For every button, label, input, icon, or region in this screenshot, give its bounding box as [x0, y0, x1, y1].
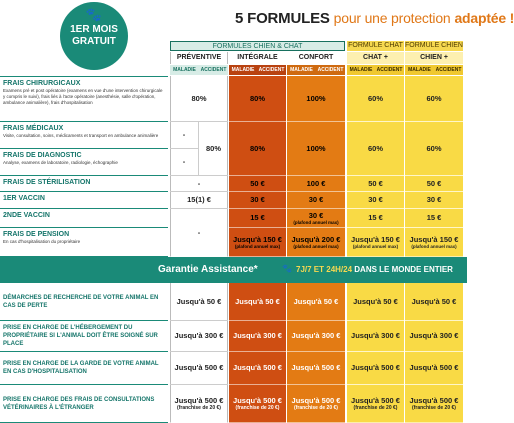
opt-chat-maladie: MALADIE: [347, 65, 375, 75]
cell-note: (plafond annuel max): [352, 243, 399, 249]
cell-note: (franchise de 20 €): [412, 404, 456, 411]
cell-prev: Jusqu'à 300 €: [170, 321, 228, 352]
opt-integ-maladie: MALADIE: [229, 65, 257, 75]
opt-integ-accident: ACCIDENT: [258, 67, 285, 73]
cell-chien: 30 €: [405, 192, 463, 209]
assist-row-label-consultations: [0, 385, 168, 423]
cell-integ: Jusqu'à 500 €: [229, 352, 286, 385]
assist-row-label-recherche: [0, 283, 168, 321]
cell-prev: -: [170, 209, 228, 257]
row-label-sterilisation: [0, 176, 168, 192]
cell-prev: Jusqu'à 500 €: [170, 352, 228, 385]
cell-conf: Jusqu'à 50 €: [287, 283, 345, 321]
cell-prev-maladie: -: [170, 122, 199, 149]
headline-rest: pour une protection: [333, 10, 451, 26]
cell-chat: 60%: [347, 76, 404, 122]
row-label-2nde-vaccin: [0, 209, 168, 228]
opt-conf-accident: ACCIDENT: [317, 67, 344, 73]
formula-preventive: PRÉVENTIVE: [170, 52, 228, 64]
assistance-hours: 7J/7 ET 24H/24: [296, 265, 353, 274]
formula-chat-plus: CHAT +: [347, 52, 404, 64]
cell-conf: [287, 209, 345, 228]
cell-note: (plafond annuel max): [293, 219, 339, 225]
cell-note: (plafond annuel max): [293, 243, 339, 249]
cell-conf: [287, 385, 345, 423]
cell-chat: 60%: [347, 122, 404, 176]
cell-value: Jusqu'à 200 €: [291, 234, 341, 244]
cell-value: 30 €: [308, 210, 324, 220]
row-label-medicaux: [0, 122, 168, 149]
opt-chien-maladie: MALADIE: [405, 65, 434, 75]
cell-chat: 30 €: [347, 192, 404, 209]
cell-conf: [287, 228, 345, 257]
group-header-chat: FORMULE CHAT: [348, 42, 403, 49]
cell-chien: 15 €: [405, 209, 463, 228]
cell-integ: [229, 385, 286, 423]
cell-integ: 30 €: [229, 192, 286, 209]
formula-confort: CONFORT: [287, 52, 345, 64]
cell-integ: 80%: [229, 122, 286, 176]
assist-row-label-garde: [0, 352, 168, 385]
cell-conf: Jusqu'à 500 €: [287, 352, 345, 385]
assistance-title: Garantie Assistance*: [158, 264, 258, 275]
row-title: FRAIS DE PENSION: [3, 231, 70, 238]
cell-chat: [347, 385, 404, 423]
cell-prev: [170, 385, 228, 423]
cell-chat: 50 €: [347, 176, 404, 192]
cell-value: Jusqu'à 150 €: [351, 234, 400, 244]
cell-prev-maladie: -: [170, 149, 199, 176]
row-title: FRAIS CHIRURGICAUX: [3, 80, 81, 87]
cell-value: Jusqu'à 500 €: [291, 395, 341, 405]
free-month-badge: [60, 2, 128, 70]
cell-chien: [405, 228, 463, 257]
cell-conf: 30 €: [287, 192, 345, 209]
row-desc: Visite, consultation, soins, médicaments et transport en ambulance animalière: [3, 133, 159, 138]
formula-integrale: INTÉGRALE: [229, 52, 286, 64]
cell-note: (franchise de 20 €): [353, 404, 398, 411]
row-title: PRISE EN CHARGE DES FRAIS DE CONSULTATIONS VÉTÉRINAIRES À L'ÉTRANGER: [3, 396, 155, 411]
cell-note: (franchise de 20 €): [177, 404, 221, 411]
badge-line-1: 1ER MOIS: [70, 24, 118, 35]
row-title: FRAIS DE DIAGNOSTIC: [3, 152, 82, 159]
cell-value: Jusqu'à 500 €: [351, 395, 400, 405]
cell-chien: 50 €: [405, 176, 463, 192]
cell-value: Jusqu'à 500 €: [174, 395, 224, 405]
cell-chien: 60%: [405, 76, 463, 122]
cell-conf: 100 €: [287, 176, 345, 192]
cell-conf: 100%: [287, 122, 345, 176]
assistance-banner: [0, 257, 467, 283]
cell-prev: 15(1) €: [170, 192, 228, 209]
row-label-1er-vaccin: [0, 192, 168, 209]
cell-value: Jusqu'à 150 €: [409, 234, 459, 244]
row-label-pension: [0, 228, 168, 257]
cell-chat: Jusqu'à 50 €: [347, 283, 404, 321]
row-title: PRISE EN CHARGE DE LA GARDE DE VOTRE ANIMAL EN CAS D'HOSPITALISATION: [3, 361, 159, 375]
cell-prev: 80%: [170, 76, 228, 122]
paw-icon: 🐾: [85, 7, 103, 22]
cell-chat: [347, 228, 404, 257]
headline-bold: 5 FORMULES: [235, 10, 330, 27]
cell-integ: 15 €: [229, 209, 286, 228]
cell-prev-accident: 80%: [199, 122, 228, 176]
group-header-chien-chat: FORMULES CHIEN & CHAT: [170, 41, 345, 51]
cell-note: (plafond annuel max): [411, 243, 457, 249]
assist-row-label-hebergement: [0, 321, 168, 352]
assistance-world: DANS LE MONDE ENTIER: [354, 265, 453, 274]
cell-prev: -: [170, 176, 228, 192]
cell-value: Jusqu'à 500 €: [233, 395, 282, 405]
cell-chat: 15 €: [347, 209, 404, 228]
cell-chien: 60%: [405, 122, 463, 176]
row-label-diagnostic: [0, 149, 168, 176]
cell-prev: Jusqu'à 50 €: [170, 283, 228, 321]
row-title: FRAIS MÉDICAUX: [3, 125, 64, 132]
row-desc: Examens pré et post opératoire (examens en vue d'une intervention chirurgicale y compris le suivi), frais liés à l'acte opératoire (anesthésie, salle d'opération, ambulance animalière), frais d'hospitalisation: [3, 88, 163, 105]
cell-chat: Jusqu'à 500 €: [347, 352, 404, 385]
cell-chat: Jusqu'à 300 €: [347, 321, 404, 352]
cell-chien: Jusqu'à 300 €: [405, 321, 463, 352]
opt-chat-accident: ACCIDENT: [376, 67, 403, 73]
cell-integ: 50 €: [229, 176, 286, 192]
opt-prev-maladie: MALADIE: [170, 65, 199, 75]
opt-chien-accident: ACCIDENT: [435, 67, 462, 73]
cell-note: (franchise de 20 €): [235, 404, 280, 411]
cell-value: Jusqu'à 150 €: [233, 234, 282, 244]
row-desc: En cas d'hospitalisation du propriétaire: [3, 239, 81, 244]
cell-chien: Jusqu'à 500 €: [405, 352, 463, 385]
cell-chien: [405, 385, 463, 423]
formula-chien-plus: CHIEN +: [405, 52, 463, 64]
row-label-chirurgicaux: [0, 76, 168, 122]
headline-accent: adaptée !: [454, 10, 514, 26]
assistance-availability: [296, 265, 453, 274]
cell-note: (franchise de 20 €): [294, 404, 338, 411]
group-header-chien: FORMULE CHIEN: [405, 42, 463, 49]
badge-line-2: GRATUIT: [72, 36, 116, 47]
cell-integ: Jusqu'à 50 €: [229, 283, 286, 321]
cell-conf: 100%: [287, 76, 345, 122]
row-desc: Analyse, examens de laboratoire, radiologie, échographie: [3, 160, 118, 165]
row-title: 1ER VACCIN: [3, 195, 45, 202]
opt-prev-accident: ACCIDENT: [200, 67, 227, 73]
row-title: DÉMARCHES DE RECHERCHE DE VOTRE ANIMAL EN CAS DE PERTE: [3, 294, 159, 309]
row-title: FRAIS DE STÉRILISATION: [3, 179, 91, 186]
cell-integ: 80%: [229, 76, 286, 122]
opt-conf-maladie: MALADIE: [287, 65, 316, 75]
cell-note: (plafond annuel max): [234, 243, 281, 249]
cell-value: Jusqu'à 500 €: [409, 395, 459, 405]
paw-icon: 🐾: [282, 264, 292, 273]
cell-integ: Jusqu'à 300 €: [229, 321, 286, 352]
row-title: PRISE EN CHARGE DE L'HÉBERGEMENT DU PROPRIÉTAIRE SI L'ANIMAL DOIT ÊTRE SOIGNÉ SUR PLACE: [3, 325, 158, 347]
cell-conf: Jusqu'à 300 €: [287, 321, 345, 352]
cell-chien: Jusqu'à 50 €: [405, 283, 463, 321]
page-title: [235, 10, 514, 27]
cell-integ: [229, 228, 286, 257]
row-title: 2NDE VACCIN: [3, 212, 50, 219]
